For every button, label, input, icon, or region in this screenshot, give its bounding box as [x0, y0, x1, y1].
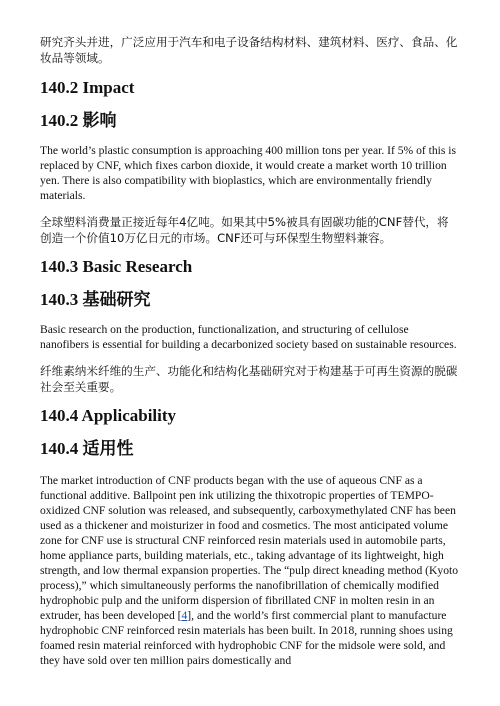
- basic-research-heading-zh: 140.3 基础研究: [40, 290, 151, 309]
- impact-heading-zh: 140.2 影响: [40, 111, 117, 130]
- impact-heading-en: 140.2 Impact: [40, 78, 135, 97]
- reference-link-4[interactable]: 4: [181, 609, 188, 622]
- applicability-heading-en: 140.4 Applicability: [40, 406, 177, 425]
- basic-research-paragraph-en: Basic research on the production, functionalization, and structuring of cellulose nanofibers is essential for building a decarbonized society based on sustainable resources.: [40, 323, 457, 351]
- applicability-text-after-ref: ], and the world’s first commercial plant to manufacture hydrophobic CNF reinforced resin materials has been built. In 2018, running shoes using foamed resin material reinforced with hydrophobic CNF for the midsole were sold, and they have sold over ten million pairs domestically and: [40, 609, 453, 667]
- impact-paragraph-zh: 全球塑料消费量正接近每年4亿吨。如果其中5%被具有固碳功能的CNF替代，将创造一个价值10万亿日元的市场。CNF还可与环保型生物塑料兼容。: [40, 215, 449, 245]
- basic-research-paragraph-zh: 纤维素纳米纤维的生产、功能化和结构化基础研究对于构建基于可再生资源的脱碳社会至关重要。: [40, 364, 458, 394]
- impact-paragraph-en: The world’s plastic consumption is approaching 400 million tons per year. If 5% of this is replaced by CNF, which fixes carbon dioxide, it would create a market worth 10 trillion yen. There is also compatibility with bioplastics, which are environmentally friendly materials.: [40, 144, 457, 202]
- applicability-paragraph-en: [40, 473, 460, 668]
- continuation-paragraph-zh: 研究齐头并进，广泛应用于汽车和电子设备结构材料、建筑材料、医疗、食品、化妆品等领域。: [40, 35, 458, 65]
- basic-research-heading-en: 140.3 Basic Research: [40, 257, 193, 276]
- applicability-heading-zh: 140.4 适用性: [40, 439, 134, 458]
- applicability-text-before-ref: The market introduction of CNF products began with the use of aqueous CNF as a functional additive. Ballpoint pen ink utilizing the thixotropic properties of TEMPO-oxidized CNF solution was released, and subsequently, carboxymethylated CNF has been used as a thickener and moisturizer in food and cosmetics. The most anticipated volume zone for CNF use is structural CNF reinforced resin materials used in automobile parts, home appliance parts, building materials, etc., taking advantage of its lightweight, high strength, and low thermal expansion properties. The “pulp direct kneading method (Kyoto process),” which simultaneously performs the nanofibrillation of chemically modified hydrophobic pulp and the uniform dispersion of fibrillated CNF in molten resin in an extruder, has been developed [: [40, 474, 459, 622]
